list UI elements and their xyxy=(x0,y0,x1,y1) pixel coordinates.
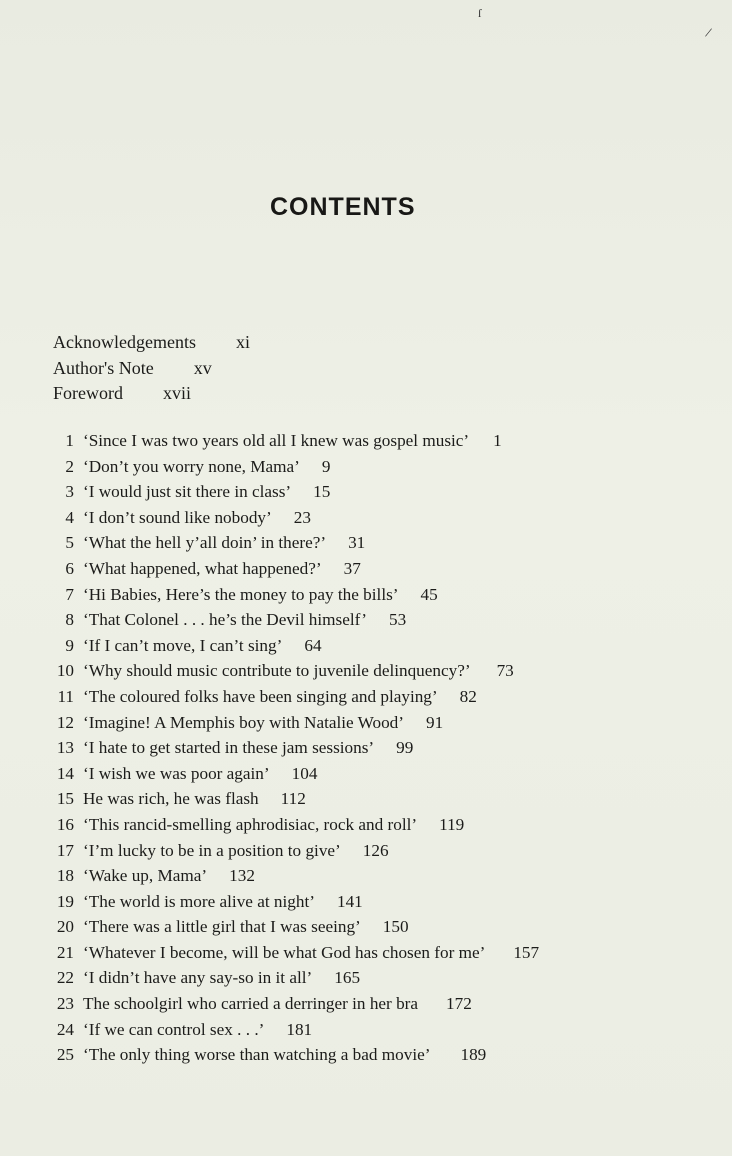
chapter-entry xyxy=(0,735,732,761)
page-title: CONTENTS xyxy=(270,193,416,221)
chapter-entry xyxy=(0,838,732,864)
chapter-title-line xyxy=(83,658,514,684)
chapter-title: ‘There was a little girl that I was seeing’ xyxy=(83,917,361,937)
chapter-number: 17 xyxy=(56,840,74,860)
chapter-title-line xyxy=(83,838,389,864)
chapter-number: 14 xyxy=(56,763,74,783)
chapter-page: 82 xyxy=(459,686,477,706)
ink-mark: / xyxy=(703,25,713,42)
chapter-page: 150 xyxy=(382,917,409,937)
chapter-page: 157 xyxy=(513,942,540,962)
chapter-number: 10 xyxy=(56,661,74,681)
front-matter-item xyxy=(53,330,250,356)
chapter-title: ‘Whatever I become, will be what God has chosen for me’ xyxy=(83,942,486,962)
chapter-page: 53 xyxy=(389,610,407,630)
chapter-page: 132 xyxy=(229,866,255,886)
chapter-entry xyxy=(0,633,732,659)
chapter-number: 1 xyxy=(65,431,74,450)
chapter-title-line xyxy=(83,1042,486,1068)
chapter-title-line xyxy=(83,556,361,582)
front-matter-item xyxy=(53,356,250,382)
entry-title: Author's Note xyxy=(53,357,154,378)
chapter-page: 165 xyxy=(334,968,361,988)
chapter-number: 16 xyxy=(56,814,74,834)
chapter-entry xyxy=(0,530,732,556)
chapter-title: ‘Since I was two years old all I knew was gospel music’ xyxy=(83,431,470,450)
chapter-page: 64 xyxy=(304,635,322,655)
chapter-entry xyxy=(0,786,732,812)
chapter-title-line xyxy=(83,684,477,710)
chapter-number: 25 xyxy=(56,1045,74,1065)
chapter-title-line xyxy=(83,735,413,761)
chapter-page: 73 xyxy=(496,661,514,681)
chapter-title: ‘I wish we was poor again’ xyxy=(83,763,270,783)
chapter-page: 181 xyxy=(286,1019,313,1039)
chapter-list xyxy=(0,428,732,1068)
chapter-number: 9 xyxy=(65,635,74,655)
chapter-entry xyxy=(0,812,732,838)
chapter-page: 31 xyxy=(348,533,366,553)
chapter-entry xyxy=(0,710,732,736)
chapter-number: 7 xyxy=(65,584,74,604)
chapter-title-line xyxy=(83,505,311,531)
chapter-number: 19 xyxy=(56,891,74,911)
chapter-title: ‘I would just sit there in class’ xyxy=(83,482,292,502)
chapter-page: 45 xyxy=(420,584,438,604)
chapter-number: 8 xyxy=(65,610,74,630)
chapter-number: 11 xyxy=(57,686,74,706)
chapter-number: 24 xyxy=(56,1019,74,1039)
chapter-page: 112 xyxy=(280,789,306,809)
chapter-page: 126 xyxy=(362,840,389,860)
chapter-page: 104 xyxy=(291,763,318,783)
chapter-title-line xyxy=(83,454,330,480)
chapter-page: 37 xyxy=(343,558,361,578)
chapter-title-line xyxy=(83,428,502,454)
chapter-title: ‘I’m lucky to be in a position to give’ xyxy=(83,840,341,860)
chapter-page: 99 xyxy=(396,738,414,758)
chapter-title-line xyxy=(83,633,322,659)
chapter-entry xyxy=(0,965,732,991)
chapter-entry xyxy=(0,428,732,454)
chapter-entry xyxy=(0,607,732,633)
chapter-title-line xyxy=(83,1017,312,1043)
chapter-number: 4 xyxy=(65,507,74,527)
chapter-page: 119 xyxy=(439,814,465,834)
chapter-page: 23 xyxy=(293,507,311,527)
chapter-entry xyxy=(0,863,732,889)
chapter-number: 2 xyxy=(65,456,74,476)
chapter-entry xyxy=(0,1017,732,1043)
chapter-entry xyxy=(0,761,732,787)
chapter-number: 15 xyxy=(56,789,74,809)
chapter-number: 5 xyxy=(65,533,74,553)
chapter-entry xyxy=(0,914,732,940)
chapter-number: 3 xyxy=(65,482,74,502)
entry-page: xi xyxy=(235,332,250,352)
chapter-page: 141 xyxy=(336,891,363,911)
chapter-title-line xyxy=(83,710,443,736)
chapter-entry xyxy=(0,1042,732,1068)
chapter-title-line xyxy=(83,607,406,633)
chapter-page: 1 xyxy=(493,431,502,450)
chapter-number: 13 xyxy=(56,738,74,758)
chapter-title-line xyxy=(83,812,464,838)
chapter-entry xyxy=(0,940,732,966)
chapter-page: 91 xyxy=(426,712,444,732)
chapter-title: ‘The world is more alive at night’ xyxy=(83,891,315,911)
chapter-title: He was rich, he was flash xyxy=(83,789,259,809)
chapter-number: 22 xyxy=(56,968,74,988)
front-matter-item xyxy=(53,381,250,407)
entry-page: xv xyxy=(193,357,212,378)
entry-title: Foreword xyxy=(53,383,123,403)
chapter-entry xyxy=(0,556,732,582)
chapter-entry xyxy=(0,505,732,531)
chapter-title: ‘That Colonel . . . he’s the Devil himself’ xyxy=(83,610,368,630)
chapter-number: 23 xyxy=(56,994,74,1014)
chapter-title: ‘Wake up, Mama’ xyxy=(83,866,208,886)
chapter-page: 15 xyxy=(313,482,331,502)
chapter-entry xyxy=(0,582,732,608)
chapter-title: ‘Hi Babies, Here’s the money to pay the bills’ xyxy=(83,584,399,604)
chapter-title-line xyxy=(83,479,330,505)
chapter-title-line xyxy=(83,530,365,556)
chapter-title-line xyxy=(83,761,317,787)
ink-mark: ſ xyxy=(478,6,482,20)
chapter-title: ‘The coloured folks have been singing and playing’ xyxy=(83,686,438,706)
chapter-number: 12 xyxy=(56,712,74,732)
chapter-title: ‘I hate to get started in these jam sessions’ xyxy=(83,738,375,758)
chapter-entry xyxy=(0,479,732,505)
front-matter-list xyxy=(53,330,250,407)
chapter-title: ‘Why should music contribute to juvenile delinquency?’ xyxy=(83,661,471,681)
chapter-title-line xyxy=(83,786,306,812)
chapter-page: 9 xyxy=(321,456,331,476)
chapter-entry xyxy=(0,889,732,915)
chapter-number: 21 xyxy=(56,942,74,962)
chapter-title: ‘What the hell y’all doin’ in there?’ xyxy=(83,533,327,553)
chapter-title: ‘I didn’t have any say-so in it all’ xyxy=(83,968,313,988)
chapter-title: ‘If I can’t move, I can’t sing’ xyxy=(83,635,283,655)
chapter-title: ‘What happened, what happened?’ xyxy=(83,558,322,578)
chapter-title-line xyxy=(83,863,255,889)
chapter-title-line xyxy=(83,582,438,608)
chapter-number: 6 xyxy=(65,558,74,578)
chapter-title: ‘The only thing worse than watching a bad movie’ xyxy=(83,1045,431,1065)
chapter-entry xyxy=(0,658,732,684)
chapter-title-line xyxy=(83,914,409,940)
chapter-entry xyxy=(0,991,732,1017)
chapter-title: ‘Imagine! A Memphis boy with Natalie Wood’ xyxy=(83,712,404,732)
chapter-title: The schoolgirl who carried a derringer in her bra xyxy=(83,994,419,1014)
entry-title: Acknowledgements xyxy=(53,332,196,352)
chapter-number: 20 xyxy=(56,917,74,937)
chapter-title-line xyxy=(83,991,472,1017)
chapter-title-line xyxy=(83,889,363,915)
chapter-entry xyxy=(0,454,732,480)
chapter-entry xyxy=(0,684,732,710)
chapter-page: 172 xyxy=(446,994,472,1014)
entry-page: xvii xyxy=(163,383,192,403)
chapter-title: ‘I don’t sound like nobody’ xyxy=(83,507,272,527)
chapter-title: ‘If we can control sex . . .’ xyxy=(83,1019,265,1039)
chapter-title-line xyxy=(83,940,539,966)
chapter-title-line xyxy=(83,965,360,991)
chapter-title: ‘Don’t you worry none, Mama’ xyxy=(83,456,300,476)
chapter-number: 18 xyxy=(56,866,74,886)
chapter-page: 189 xyxy=(460,1045,487,1065)
chapter-title: ‘This rancid-smelling aphrodisiac, rock and roll’ xyxy=(83,814,418,834)
